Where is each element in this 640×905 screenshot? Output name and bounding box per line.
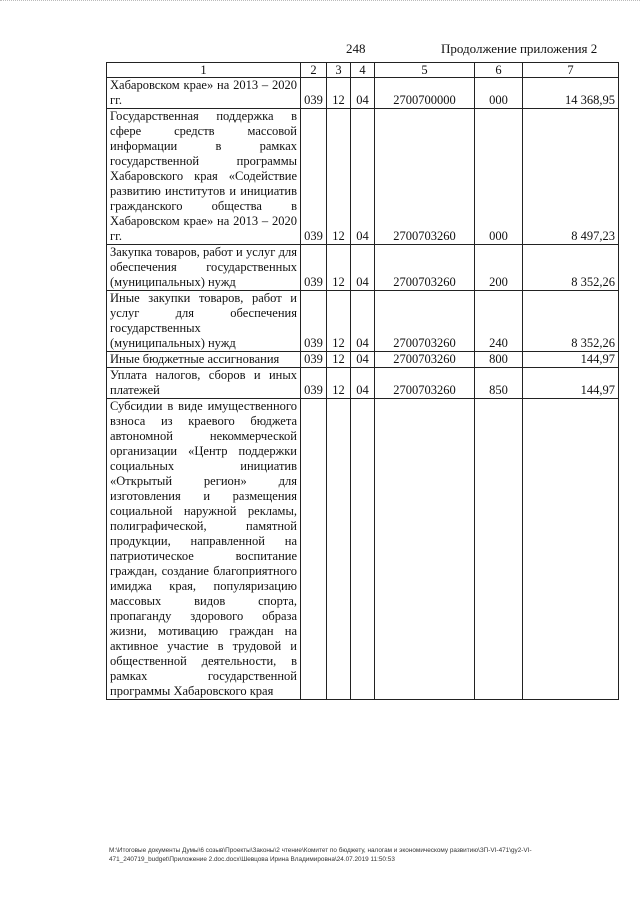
table-header-row [107, 63, 619, 78]
table-row [107, 291, 619, 352]
row-description: Государственная поддержка в сфере средств массовой информации в рамках государственной программы Хабаровского края «Содействие развитию институтов и инициатив гражданского общества в Хабаровском крае» на 2013 – 2020 гг. [107, 109, 301, 245]
cell-ministry: 039 [301, 109, 327, 245]
cell-ministry [301, 399, 327, 700]
column-header: 3 [327, 63, 351, 78]
cell-amount: 8 497,23 [523, 109, 619, 245]
cell-expense-type: 240 [475, 291, 523, 352]
table-row [107, 399, 619, 700]
cell-target-code: 2700703260 [375, 368, 475, 399]
row-description: Иные бюджетные ассигнования [107, 352, 301, 368]
budget-table [106, 62, 619, 700]
cell-expense-type: 200 [475, 245, 523, 291]
cell-subsection: 04 [351, 352, 375, 368]
cell-amount [523, 399, 619, 700]
table-row [107, 368, 619, 399]
cell-section: 12 [327, 109, 351, 245]
cell-subsection: 04 [351, 109, 375, 245]
cell-section: 12 [327, 368, 351, 399]
page-number: 248 [346, 41, 366, 56]
row-description: Закупка товаров, работ и услуг для обеспечения государственных (муниципальных) нужд [107, 245, 301, 291]
cell-target-code: 2700703260 [375, 245, 475, 291]
table-row [107, 245, 619, 291]
column-header: 5 [375, 63, 475, 78]
cell-amount: 8 352,26 [523, 245, 619, 291]
cell-section [327, 399, 351, 700]
table-row [107, 109, 619, 245]
cell-amount: 8 352,26 [523, 291, 619, 352]
table-row [107, 352, 619, 368]
cell-target-code: 2700703260 [375, 291, 475, 352]
document-path-footer: M:\Итоговые документы Думы\6 созыв\Проекты\Законы\2 чтение\Комитет по бюджету, налогам и экономическому развитию\ЗП-VI-471\gy2-VI-471_240719_budget\Приложение 2.doc.docx\Шевцова Ирина Владимировна\24.07.2019 11:50:53 [109, 847, 532, 863]
cell-target-code: 2700703260 [375, 109, 475, 245]
column-header: 2 [301, 63, 327, 78]
column-header: 4 [351, 63, 375, 78]
cell-amount: 144,97 [523, 352, 619, 368]
table-row [107, 78, 619, 109]
cell-section: 12 [327, 291, 351, 352]
cell-subsection [351, 399, 375, 700]
cell-section: 12 [327, 78, 351, 109]
column-header: 1 [107, 63, 301, 78]
cell-ministry: 039 [301, 78, 327, 109]
column-header: 6 [475, 63, 523, 78]
cell-section: 12 [327, 352, 351, 368]
cell-target-code: 2700700000 [375, 78, 475, 109]
cell-expense-type: 800 [475, 352, 523, 368]
cell-ministry: 039 [301, 352, 327, 368]
cell-ministry: 039 [301, 368, 327, 399]
top-scan-edge [0, 0, 640, 5]
cell-target-code: 2700703260 [375, 352, 475, 368]
cell-subsection: 04 [351, 368, 375, 399]
row-description: Уплата налогов, сборов и иных платежей [107, 368, 301, 399]
cell-subsection: 04 [351, 245, 375, 291]
row-description: Хабаровском крае» на 2013 – 2020 гг. [107, 78, 301, 109]
cell-expense-type: 000 [475, 109, 523, 245]
cell-expense-type [475, 399, 523, 700]
continuation-label: Продолжение приложения 2 [441, 41, 598, 56]
cell-expense-type: 850 [475, 368, 523, 399]
cell-expense-type: 000 [475, 78, 523, 109]
cell-amount: 14 368,95 [523, 78, 619, 109]
cell-ministry: 039 [301, 245, 327, 291]
row-description: Иные закупки товаров, работ и услуг для обеспечения государственных (муниципальных) нужд [107, 291, 301, 352]
cell-ministry: 039 [301, 291, 327, 352]
cell-target-code [375, 399, 475, 700]
column-header: 7 [523, 63, 619, 78]
cell-amount: 144,97 [523, 368, 619, 399]
cell-subsection: 04 [351, 78, 375, 109]
row-description: Субсидии в виде имущественного взноса из краевого бюджета автономной некоммерческой организации «Центр поддержки социальных инициатив «Открытый регион» для изготовления и размещения социальной наружной рекламы, полиграфической, памятной продукции, направленной на патриотическое воспитание граждан, создание благоприятного имиджа края, популяризацию массовых видов спорта, пропаганду здорового образа жизни, мотивацию граждан на активное участие в трудовой и общественной деятельности, в рамках государственной программы Хабаровского края [107, 399, 301, 700]
cell-section: 12 [327, 245, 351, 291]
cell-subsection: 04 [351, 291, 375, 352]
